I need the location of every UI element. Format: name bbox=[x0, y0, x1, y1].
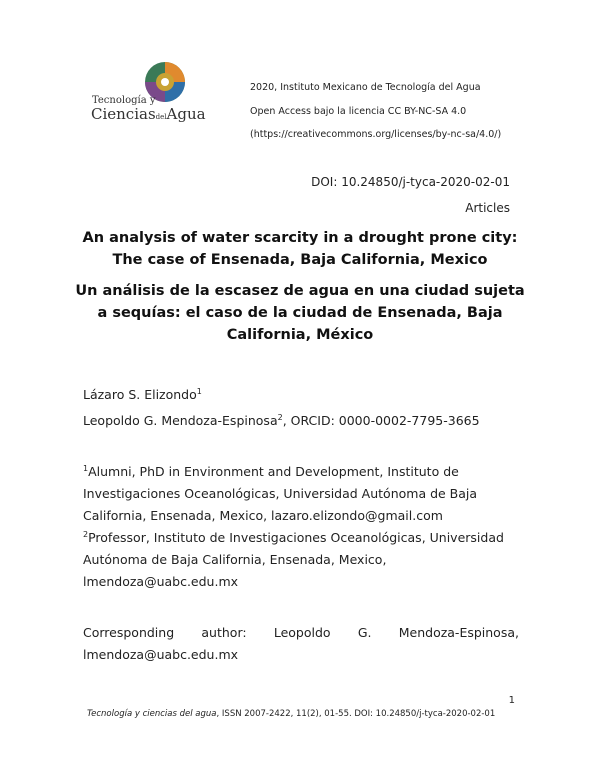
footer-citation: Tecnología y ciencias del agua, ISSN 2007-2422, 11(2), 01-55. DOI: 10.24850/j-tyca-2020-02-01 bbox=[87, 709, 496, 719]
title-spanish: Un análisis de la escasez de agua en una ciudad sujeta a sequías: el caso de la ciudad de Ensenada, Baja California, México bbox=[75, 283, 525, 343]
affiliation-2: $^2$Professor, Instituto de Investigaciones Oceanológicas, Universidad Autónoma de Baja California, Ensenada, Mexico, lmendoza@uabc.edu.mx bbox=[83, 529, 504, 589]
journal-logo bbox=[88, 55, 248, 125]
affiliation-1: $^1$Alumni, PhD in Environment and Development, Instituto de Investigaciones Oceanológicas, Universidad Autónoma de Baja California, Ensenada, Mexico, lazaro.elizondo@gmail.com bbox=[83, 463, 478, 523]
publisher-line-1: 2020, Instituto Mexicano de Tecnología del Agua bbox=[250, 82, 481, 93]
section-label: Articles bbox=[465, 201, 510, 215]
logo-text-top: Tecnología y bbox=[92, 95, 156, 106]
logo-text-main: CienciasdelAgua bbox=[91, 105, 206, 123]
license-line: Open Access bajo la licencia CC BY-NC-SA 4.0 bbox=[250, 106, 467, 117]
page-number: 1 bbox=[508, 695, 515, 706]
title-english: An analysis of water scarcity in a drought prone city: The case of Ensenada, Baja California, Mexico bbox=[82, 230, 518, 268]
corresponding-author: Corresponding author: Leopoldo G. Mendoza-Espinosa, lmendoza@uabc.edu.mx bbox=[83, 625, 519, 662]
doi: DOI: 10.24850/j-tyca-2020-02-01 bbox=[311, 175, 510, 189]
license-url: (https://creativecommons.org/licenses/by-nc-sa/4.0/) bbox=[250, 129, 502, 140]
author-2: Leopoldo G. Mendoza-Espinosa$^2$, ORCID: 0000-0002-7795-3665 bbox=[83, 412, 480, 428]
author-1: Lázaro S. Elizondo$^1$ bbox=[83, 386, 202, 402]
